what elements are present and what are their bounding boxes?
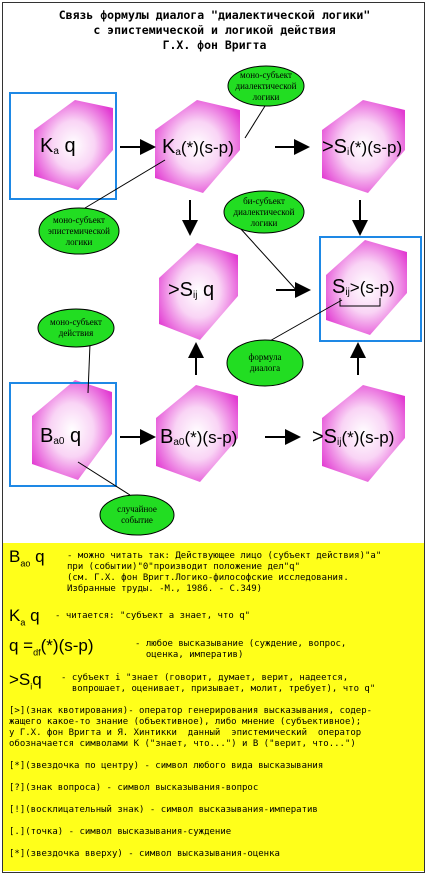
- node-si-s: $>S_i(*)(s-p)$: [322, 136, 403, 158]
- legend-panel: [3, 543, 424, 871]
- node-sij-star: $>S_{ij}(*)(s-p)$: [312, 426, 395, 448]
- oval-text-mono-action: моно-субъект действия: [50, 317, 102, 338]
- legend-symbol-q: $q =_{df}(*)(s-p)$: [9, 636, 94, 658]
- title-line-3: Г.Х. фон Вригта: [162, 38, 267, 52]
- legend-text-ka: - читается: "субъект a знает, что q": [55, 611, 251, 621]
- node-bao-s: $B_{a0}(*)(s-p)$: [160, 426, 238, 448]
- oval-text-mono-dialectic: моно-субъект диалектической логики: [235, 70, 297, 102]
- oval-text-dialog-formula: формула диалога: [248, 352, 282, 373]
- legend-text-bao: - можно читать так: Действующее лицо (субъект действия)"a" при (событии)"0"производит положение дел"q" (см. Г.Х. фон Вригт.Логико-философские исследования. Избранные труды. -М., 1986. - С.349): [67, 551, 382, 594]
- node-ka-q: $K_a$ q: [40, 135, 76, 157]
- legend-symbol-si: $>S_iq$: [9, 670, 42, 692]
- oval-text-random-event: случайное событие: [117, 504, 157, 525]
- legend-text-si: - субъект i "знает (говорит, думает, верит, надеется, вопрошает, оценивает, призывает, молит, требует), что q": [61, 673, 376, 694]
- title-line-2: с эпистемической и логикой действия: [93, 23, 336, 37]
- legend-text-q: - любое высказывание (суждение, вопрос, оценка, императив): [135, 639, 347, 660]
- legend-item-top-star: [*](звездочка вверху) - символ высказывания-оценка: [9, 849, 280, 859]
- node-sij-q: $>S_{ij}$ q: [168, 279, 215, 301]
- title-line-1: Связь формулы диалога "диалектической логики": [58, 8, 371, 22]
- legend-text-quote-operator: [>](знак квотирования)- оператор генерирования высказывания, содер- жащего какое-то знание (объективное), либо мнение (субъективное); у Г.Х. фон Вригта и Я. Хинтикки данный эпистемический оператор обозначается символами K ("знает, что...") и B ("верит, что..."): [9, 706, 373, 749]
- legend-item-dot: [.](точка) - символ высказывания-суждение: [9, 827, 232, 837]
- node-sij-s: $S_{ij}>(s-p)$: [332, 276, 395, 298]
- legend-item-center-star: [*](звездочка по центру) - символ любого вида высказывания: [9, 761, 324, 771]
- legend-item-question: [?](знак вопроса) - символ высказывания-вопрос: [9, 783, 259, 793]
- legend-symbol-bao: $B_{ao}$ q: [9, 547, 45, 569]
- oval-text-bi-dialectic: би-субъект диалектической логики: [233, 196, 295, 228]
- oval-text-mono-epistemic: моно-субъект эпистемической логики: [48, 215, 110, 247]
- legend-symbol-ka: $K_a$ q: [9, 606, 40, 628]
- legend-item-exclamation: [!](восклицательный знак) - символ высказывания-императив: [9, 805, 318, 815]
- node-bao-q: $B_{a0}$ q: [40, 425, 82, 447]
- node-ka-s: $K_a(*)(s-p)$: [162, 136, 234, 158]
